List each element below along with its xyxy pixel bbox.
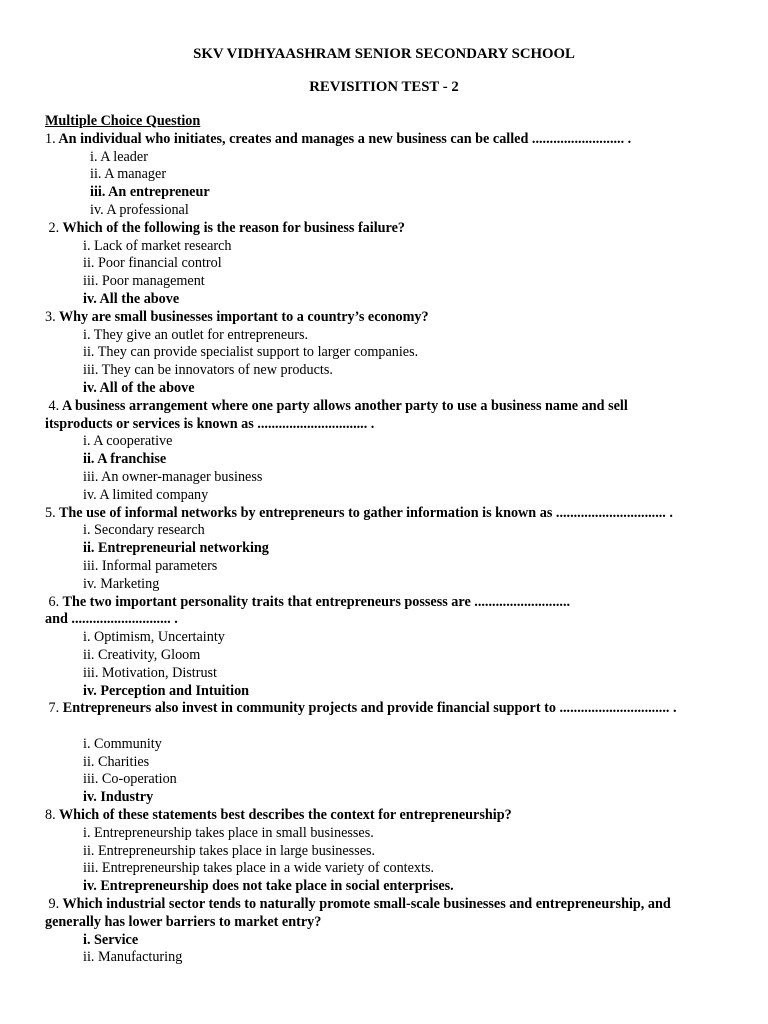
option-answer: iii. An entrepreneur	[90, 184, 210, 201]
option: iv. A professional	[90, 201, 189, 218]
option: i. A leader	[90, 148, 148, 165]
option: i. Community	[83, 735, 162, 752]
question-1: 1. An individual who initiates, creates and manages a new business can be called .......................... .	[45, 130, 632, 147]
question-3: 3. Why are small businesses important to a country’s economy?	[45, 308, 429, 325]
option-answer: iv. Perception and Intuition	[83, 682, 250, 699]
blank-line	[45, 718, 735, 736]
question-9: 9. Which industrial sector tends to naturally promote small-scale businesses and entrepreneurship, and	[48, 896, 671, 913]
question-7: 7. Entrepreneurs also invest in community projects and provide financial support to ............................... .	[48, 700, 677, 717]
option-answer: ii. Entrepreneurial networking	[83, 540, 269, 557]
question-list	[45, 113, 735, 967]
question-9-cont: generally has lower barriers to market entry?	[45, 913, 322, 930]
option: iv. Marketing	[83, 575, 160, 592]
school-name: SKV VIDHYAASHRAM SENIOR SECONDARY SCHOOL	[193, 46, 575, 62]
question-6: 6. The two important personality traits that entrepreneurs possess are ...........................	[48, 593, 571, 610]
option-answer: iv. Entrepreneurship does not take place in social enterprises.	[83, 878, 454, 895]
question-4-cont: itsproducts or services is known as ............................... .	[45, 415, 375, 432]
option: i. They give an outlet for entrepreneurs.	[83, 326, 309, 343]
option: i. Lack of market research	[83, 237, 232, 254]
option: i. A cooperative	[83, 433, 173, 450]
option: i. Optimism, Uncertainty	[83, 629, 225, 646]
option: ii. Manufacturing	[83, 949, 183, 966]
option-answer: iv. All the above	[83, 290, 180, 307]
question-6-cont: and ............................ .	[45, 611, 178, 628]
question-4: 4. A business arrangement where one party allows another party to use a business name and sell	[48, 397, 628, 414]
option: ii. Charities	[83, 753, 150, 770]
question-5: 5. The use of informal networks by entrepreneurs to gather information is known as ............................... .	[45, 504, 673, 521]
option: ii. Creativity, Gloom	[83, 646, 201, 663]
question-2: 2. Which of the following is the reason for business failure?	[48, 219, 405, 236]
option-answer: iv. Industry	[83, 789, 154, 806]
option: i. Secondary research	[83, 522, 205, 539]
option-answer: i. Service	[83, 931, 139, 948]
option: i. Entrepreneurship takes place in small businesses.	[83, 824, 374, 841]
option: iv. A limited company	[83, 486, 209, 503]
option-answer: ii. A franchise	[83, 451, 167, 468]
option: iii. Poor management	[83, 273, 205, 290]
option: ii. They can provide specialist support to larger companies.	[83, 344, 419, 361]
option: iii. They can be innovators of new products.	[83, 362, 333, 379]
question-8: 8. Which of these statements best describes the context for entrepreneurship?	[45, 807, 512, 824]
option: ii. Entrepreneurship takes place in large businesses.	[83, 842, 376, 859]
option: ii. Poor financial control	[83, 255, 222, 272]
option-answer: iv. All of the above	[83, 379, 195, 396]
option: iii. Motivation, Distrust	[83, 664, 217, 681]
section-heading: Multiple Choice Question	[45, 113, 201, 129]
test-title: REVISITION TEST - 2	[309, 79, 459, 95]
option: iii. Entrepreneurship takes place in a wide variety of contexts.	[83, 860, 435, 877]
option: iii. Informal parameters	[83, 557, 218, 574]
option: iii. An owner-manager business	[83, 468, 263, 485]
option: iii. Co-operation	[83, 771, 177, 788]
option: ii. A manager	[90, 166, 167, 183]
